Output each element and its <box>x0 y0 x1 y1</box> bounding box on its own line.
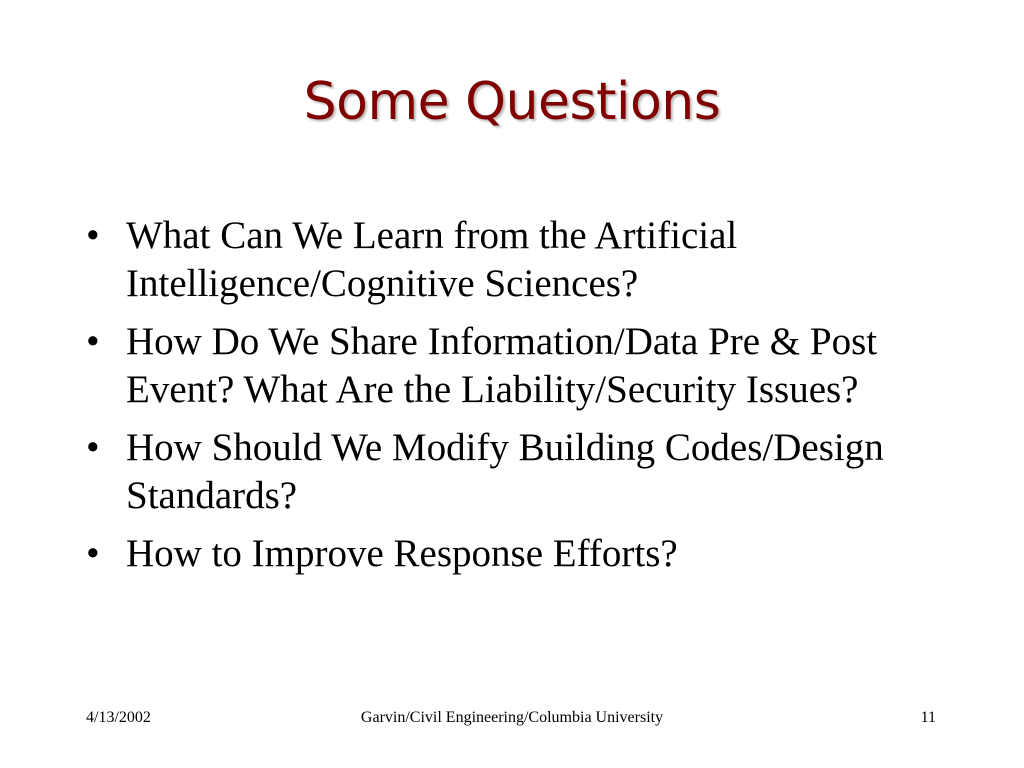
slide-number: 11 <box>920 709 936 726</box>
bullet-text: How Should We Modify Building Codes/Design Standards? <box>126 426 884 517</box>
bullet-marker-icon: • <box>86 426 100 469</box>
footer-date: 4/13/2002 <box>86 709 151 726</box>
bullet-text: How Do We Share Information/Data Pre & Post Event? What Are the Liability/Security Issues? <box>126 320 878 411</box>
footer-course-info: Garvin/Civil Engineering/Columbia University <box>360 709 664 726</box>
bullet-text: How to Improve Response Efforts? <box>126 532 678 575</box>
bullet-item <box>86 530 936 578</box>
slide-title: Some Questions <box>303 72 721 132</box>
bullet-text: What Can We Learn from the Artificial Intelligence/Cognitive Sciences? <box>126 214 738 305</box>
bullet-item <box>86 318 936 414</box>
bullet-marker-icon: • <box>86 532 100 575</box>
bullet-marker-icon: • <box>86 214 100 257</box>
bullet-marker-icon: • <box>86 320 100 363</box>
bullet-item <box>86 212 936 308</box>
bullet-item <box>86 424 936 520</box>
bullet-list <box>86 212 936 588</box>
